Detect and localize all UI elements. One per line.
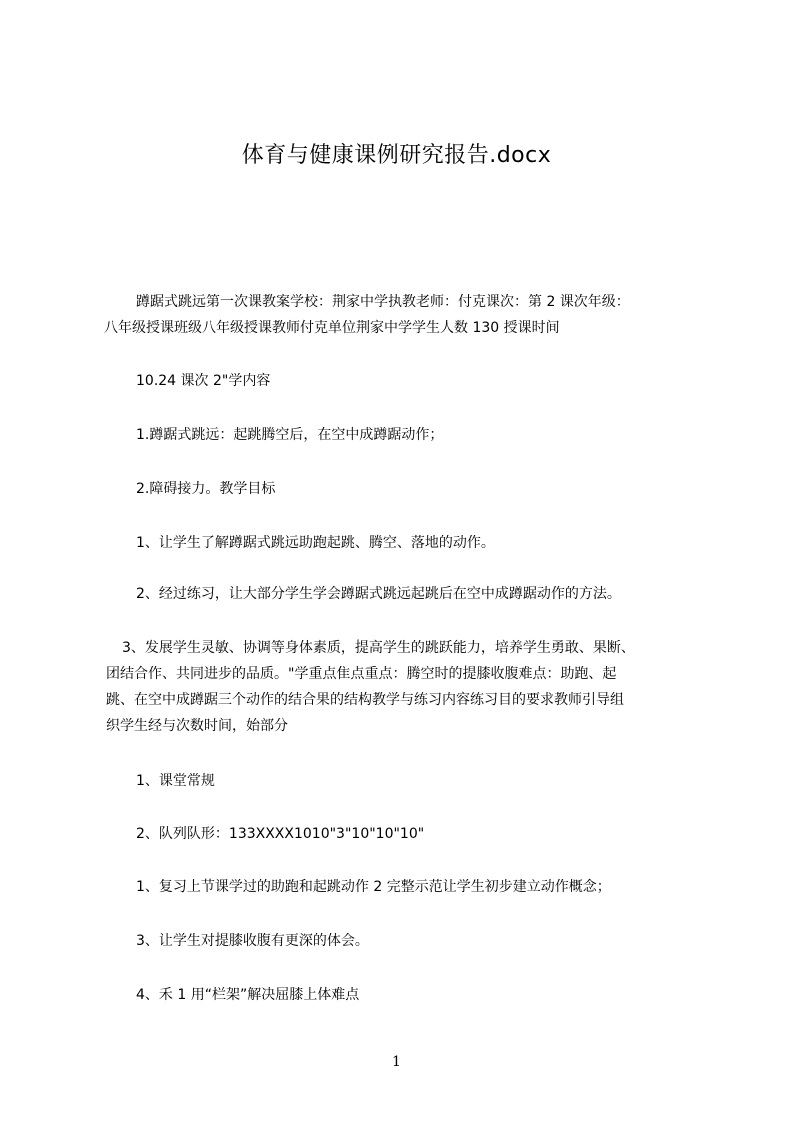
- paragraph-8: 1、课堂常规: [136, 773, 215, 789]
- document-title: 体育与健康课例研究报告.docx: [241, 143, 552, 168]
- paragraph-7-line-1: 3、发展学生灵敏、协调等身体素质，提高学生的跳跃能力，培养学生勇敢、果断、: [122, 640, 635, 656]
- paragraph-4: 2.障碍接力。教学目标: [136, 481, 276, 497]
- paragraph-7-line-4: 织学生经与次数时间，始部分: [106, 718, 288, 734]
- paragraph-9: 2、队列队形：133XXXX1010"3"10"10"10": [136, 826, 425, 842]
- paragraph-6: 2、经过练习，让大部分学生学会蹲踞式跳远起跳后在空中成蹲踞动作的方法。: [136, 586, 621, 602]
- paragraph-2: 10.24 课次 2"学内容: [136, 373, 271, 389]
- paragraph-10: 1、复习上节课学过的助跑和起跳动作 2 完整示范让学生初步建立动作概念；: [136, 879, 611, 895]
- paragraph-3: 1.蹲踞式跳远：起跳腾空后，在空中成蹲踞动作；: [136, 427, 444, 443]
- paragraph-12: 4、禾 1 用“栏架”解决屈膝上体难点: [136, 987, 360, 1003]
- paragraph-11: 3、让学生对提膝收腹有更深的体会。: [136, 933, 369, 949]
- page-number: 1: [392, 1054, 401, 1070]
- paragraph-7-line-2: 团结合作、共同进步的品质。"学重点隹点重点：腾空时的提膝收腹难点：助跑、起: [106, 666, 617, 682]
- paragraph-5: 1、让学生了解蹲踞式跳远助跑起跳、腾空、落地的动作。: [136, 535, 495, 551]
- paragraph-1-line-2: 八年级授课班级八年级授课教师付克单位荆家中学学生人数 130 授课时间: [104, 320, 560, 336]
- paragraph-7-line-3: 跳、在空中成蹲踞三个动作的结合果的结构教学与练习内容练习目的要求教师引导组: [106, 692, 624, 708]
- paragraph-1-line-1: 蹲踞式跳远第一次课教案学校：荆家中学执教老师：付克课次：第 2 课次年级：: [136, 294, 630, 310]
